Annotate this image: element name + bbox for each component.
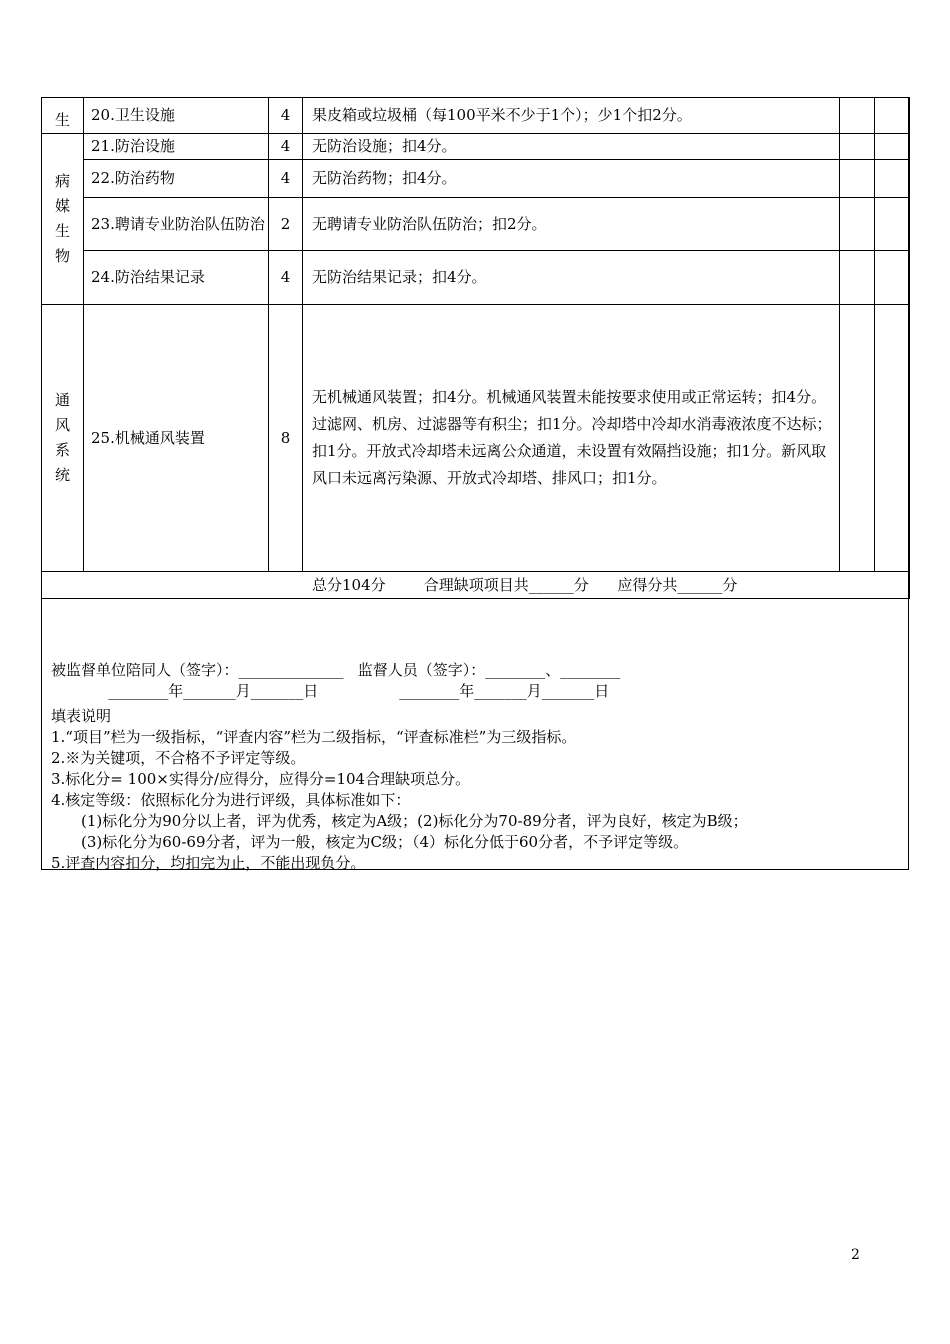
category-ventilation: 通 风 系 统 <box>42 305 84 572</box>
table-row <box>42 251 910 305</box>
total-row <box>42 572 910 599</box>
note-item: 3.标化分= 100×实得分/应得分，应得分=104合理缺项总分。 <box>51 770 471 788</box>
check-cell <box>840 160 875 198</box>
check-cell <box>875 198 910 251</box>
score-cell: 4 <box>269 251 303 305</box>
date-line: ________年_______月_______日 ________年_______月_______日 <box>51 682 610 700</box>
item-cell: 24.防治结果记录 <box>84 251 269 305</box>
note-item: (1)标化分为90分以上者，评为优秀，核定为A级；(2)标化分为70-89分者，评为良好，核定为B级； <box>81 812 748 830</box>
category-sanitation: 生 <box>42 98 84 134</box>
page-number: 2 <box>851 1247 860 1263</box>
score-cell: 4 <box>269 160 303 198</box>
criteria-cell: 无聘请专业防治队伍防治；扣2分。 <box>303 198 840 251</box>
note-item: 2.※为关键项，不合格不予评定等级。 <box>51 749 306 767</box>
score-cell: 4 <box>269 134 303 160</box>
check-cell <box>875 134 910 160</box>
criteria-cell: 无机械通风装置；扣4分。机械通风装置未能按要求使用或正常运转；扣4分。过滤网、机房、过滤器等有积尘；扣1分。冷却塔中冷却水消毒液浓度不达标；扣1分。开放式冷却塔未远离公众通道，未设置有效隔挡设施；扣1分。新风取风口未远离污染源、开放式冷却塔、排风口；扣1分。 <box>303 305 840 572</box>
check-cell <box>875 251 910 305</box>
check-cell <box>875 305 910 572</box>
score-cell: 4 <box>269 98 303 134</box>
note-item: (3)标化分为60-69分者，评为一般，核定为C级；（4）标化分低于60分者，不予评定等级。 <box>81 833 689 851</box>
note-item: 5.评查内容扣分，均扣完为止，不能出现负分。 <box>51 854 366 872</box>
notes-title: 填表说明 <box>51 707 112 725</box>
check-cell <box>840 198 875 251</box>
check-cell <box>875 98 910 134</box>
score-cell: 8 <box>269 305 303 572</box>
item-cell: 22.防治药物 <box>84 160 269 198</box>
check-cell <box>840 134 875 160</box>
item-cell: 20.卫生设施 <box>84 98 269 134</box>
note-item: 4.核定等级：依照标化分为进行评级，具体标准如下： <box>51 791 411 809</box>
evaluation-table <box>41 97 910 599</box>
total-score-line: 总分104分 合理缺项项目共______分 应得分共______分 <box>42 572 910 599</box>
signature-and-notes <box>51 660 901 874</box>
check-cell <box>840 251 875 305</box>
item-cell: 21.防治设施 <box>84 134 269 160</box>
item-cell: 23.聘请专业防治队伍防治 <box>84 198 269 251</box>
check-cell <box>840 98 875 134</box>
score-cell: 2 <box>269 198 303 251</box>
signature-line: 被监督单位陪同人（签字）：______________ 监督人员（签字）：________、________ <box>51 661 621 679</box>
table-row <box>42 305 910 572</box>
item-cell: 25.机械通风装置 <box>84 305 269 572</box>
criteria-cell: 无防治药物；扣4分。 <box>303 160 840 198</box>
table-row <box>42 98 910 134</box>
criteria-cell: 无防治结果记录；扣4分。 <box>303 251 840 305</box>
check-cell <box>840 305 875 572</box>
note-item: 1.“项目”栏为一级指标，“评查内容”栏为二级指标，“评查标准栏”为三级指标。 <box>51 728 577 746</box>
criteria-cell: 果皮箱或垃圾桶（每100平米不少于1个）；少1个扣2分。 <box>303 98 840 134</box>
criteria-cell: 无防治设施；扣4分。 <box>303 134 840 160</box>
check-cell <box>875 160 910 198</box>
category-vector: 病 媒 生 物 <box>42 134 84 305</box>
table-row <box>42 198 910 251</box>
table-row <box>42 160 910 198</box>
table-row <box>42 134 910 160</box>
